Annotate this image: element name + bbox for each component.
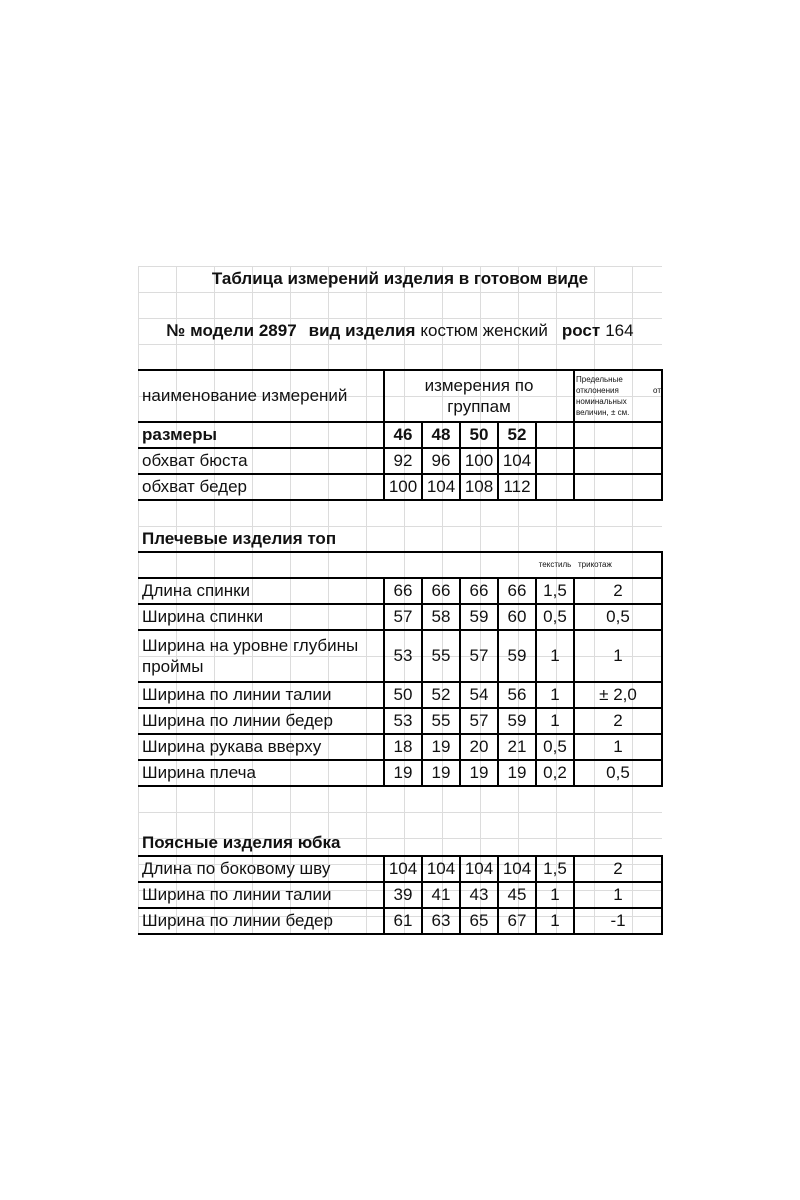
size-value: 57 <box>469 646 489 666</box>
size-value: 57 <box>469 711 489 731</box>
border-line <box>573 577 575 787</box>
size-value: 19 <box>431 737 451 757</box>
tolerance-textile: 0,2 <box>543 763 567 783</box>
size-value: 66 <box>469 581 489 601</box>
size-value: 59 <box>507 711 527 731</box>
measurement-sheet <box>138 266 662 934</box>
size-value: 54 <box>469 685 489 705</box>
measure-label: Ширина на уровне глубины проймы <box>142 635 359 676</box>
size-value: 59 <box>469 607 489 627</box>
tolerance-knit: 1 <box>613 646 623 666</box>
measure-label: Ширина плеча <box>142 763 256 783</box>
border-line <box>138 881 663 883</box>
border-line <box>661 855 663 935</box>
size-value: 20 <box>469 737 489 757</box>
size-value: 21 <box>507 737 527 757</box>
border-line <box>459 577 461 787</box>
size-value: 56 <box>507 685 527 705</box>
border-line <box>138 933 663 935</box>
border-line <box>497 421 499 501</box>
size-value: 45 <box>507 885 527 905</box>
size-value: 46 <box>393 425 413 445</box>
size-value: 57 <box>393 607 413 627</box>
border-line <box>535 421 537 501</box>
border-line <box>138 551 663 553</box>
border-line <box>138 421 663 423</box>
tolerance-textile: 1,5 <box>543 859 567 879</box>
tolerance-knit: 2 <box>613 581 623 601</box>
tolerance-knit: 2 <box>613 859 623 879</box>
border-line <box>459 421 461 501</box>
border-line <box>138 681 663 683</box>
measure-label: Длина спинки <box>142 581 251 601</box>
size-value: 66 <box>393 581 413 601</box>
height-value: 164 <box>605 321 634 341</box>
border-line <box>421 855 423 935</box>
size-value: 104 <box>426 477 456 497</box>
border-line <box>383 577 385 787</box>
section-title-skirt: Поясные изделия юбка <box>142 833 341 853</box>
size-value: 112 <box>503 477 531 497</box>
size-value: 104 <box>502 859 532 879</box>
border-line <box>138 907 663 909</box>
size-value: 50 <box>393 685 413 705</box>
header-groups-column: измерения по группам <box>424 375 534 416</box>
border-line <box>535 855 537 935</box>
size-value: 59 <box>507 646 527 666</box>
tolerance-knit: ± 2,0 <box>599 685 637 705</box>
measure-label: обхват бюста <box>142 451 248 471</box>
border-line <box>138 603 663 605</box>
border-line <box>138 499 663 501</box>
size-value: 18 <box>393 737 413 757</box>
size-value: 100 <box>388 477 418 497</box>
border-line <box>138 785 663 787</box>
measure-label: размеры <box>142 425 218 445</box>
size-value: 53 <box>393 711 413 731</box>
tolerance-textile: 1,5 <box>543 581 567 601</box>
border-line <box>497 855 499 935</box>
section-title-top: Плечевые изделия топ <box>142 529 337 549</box>
tolerance-knit: 1 <box>613 737 623 757</box>
tolerance-knit: 1 <box>613 885 623 905</box>
tolerance-textile: 0,5 <box>543 607 567 627</box>
header-tolerance-column: Предельные отклонения от номинальных величин, ± см. <box>576 374 661 418</box>
size-value: 55 <box>431 646 451 666</box>
measure-label: Ширина спинки <box>142 607 264 627</box>
size-value: 65 <box>469 911 489 931</box>
model-number: № модели 2897 <box>166 321 297 341</box>
tolerance-knit: 0,5 <box>606 607 630 627</box>
border-line <box>535 577 537 787</box>
size-value: 60 <box>507 607 527 627</box>
measure-label: Ширина рукава вверху <box>142 737 322 757</box>
border-line <box>497 577 499 787</box>
tolerance-textile: 1 <box>550 711 560 731</box>
measure-label: Ширина по линии бедер <box>142 911 333 931</box>
border-line <box>138 759 663 761</box>
tolerance-textile: 1 <box>550 646 560 666</box>
border-line <box>421 421 423 501</box>
size-value: 108 <box>464 477 494 497</box>
border-line <box>138 855 663 857</box>
size-value: 19 <box>431 763 451 783</box>
product-type-value: костюм женский <box>420 321 548 341</box>
size-value: 67 <box>507 911 527 931</box>
size-value: 104 <box>426 859 456 879</box>
size-value: 58 <box>431 607 451 627</box>
tolerance-knit: 0,5 <box>606 763 630 783</box>
size-value: 104 <box>502 451 532 471</box>
size-value: 55 <box>431 711 451 731</box>
border-line <box>661 369 663 501</box>
size-value: 52 <box>431 685 451 705</box>
border-line <box>573 855 575 935</box>
tolerance-knit: 2 <box>613 711 623 731</box>
border-line <box>421 577 423 787</box>
size-value: 52 <box>507 425 527 445</box>
size-value: 41 <box>431 885 451 905</box>
size-value: 43 <box>469 885 489 905</box>
tolerance-textile: 1 <box>550 911 560 931</box>
tolerance-textile: 1 <box>550 685 560 705</box>
border-line <box>383 855 385 935</box>
border-line <box>138 577 663 579</box>
size-value: 104 <box>388 859 418 879</box>
border-line <box>138 707 663 709</box>
size-value: 48 <box>431 425 451 445</box>
size-value: 66 <box>507 581 527 601</box>
size-value: 19 <box>469 763 489 783</box>
border-line <box>138 473 663 475</box>
size-value: 96 <box>431 451 451 471</box>
size-value: 63 <box>431 911 451 931</box>
product-type-label: вид изделия <box>308 321 416 341</box>
border-line <box>138 733 663 735</box>
size-value: 92 <box>393 451 413 471</box>
size-value: 100 <box>464 451 494 471</box>
measure-label: Ширина по линии талии <box>142 685 332 705</box>
measure-label: обхват бедер <box>142 477 248 497</box>
size-value: 66 <box>431 581 451 601</box>
size-value: 61 <box>393 911 413 931</box>
measure-label: Ширина по линии бедер <box>142 711 333 731</box>
subheader-knit: трикотаж <box>578 560 612 570</box>
border-line <box>573 369 575 501</box>
size-value: 53 <box>393 646 413 666</box>
tolerance-textile: 0,5 <box>543 737 567 757</box>
border-line <box>138 369 663 371</box>
border-line <box>661 551 663 787</box>
measure-label: Длина по боковому шву <box>142 859 331 879</box>
table-title: Таблица измерений изделия в готовом виде <box>211 269 589 289</box>
size-value: 104 <box>464 859 494 879</box>
size-value: 39 <box>393 885 413 905</box>
border-line <box>383 369 385 501</box>
tolerance-knit: -1 <box>610 911 626 931</box>
header-name-column: наименование измерений <box>142 386 348 406</box>
border-line <box>459 855 461 935</box>
tolerance-textile: 1 <box>550 885 560 905</box>
size-value: 50 <box>469 425 489 445</box>
size-value: 19 <box>393 763 413 783</box>
measure-label: Ширина по линии талии <box>142 885 332 905</box>
border-line <box>138 629 663 631</box>
subheader-textile: текстиль <box>538 560 572 570</box>
size-value: 19 <box>507 763 527 783</box>
model-line <box>138 318 662 344</box>
height-label: рост <box>561 321 601 341</box>
border-line <box>138 447 663 449</box>
